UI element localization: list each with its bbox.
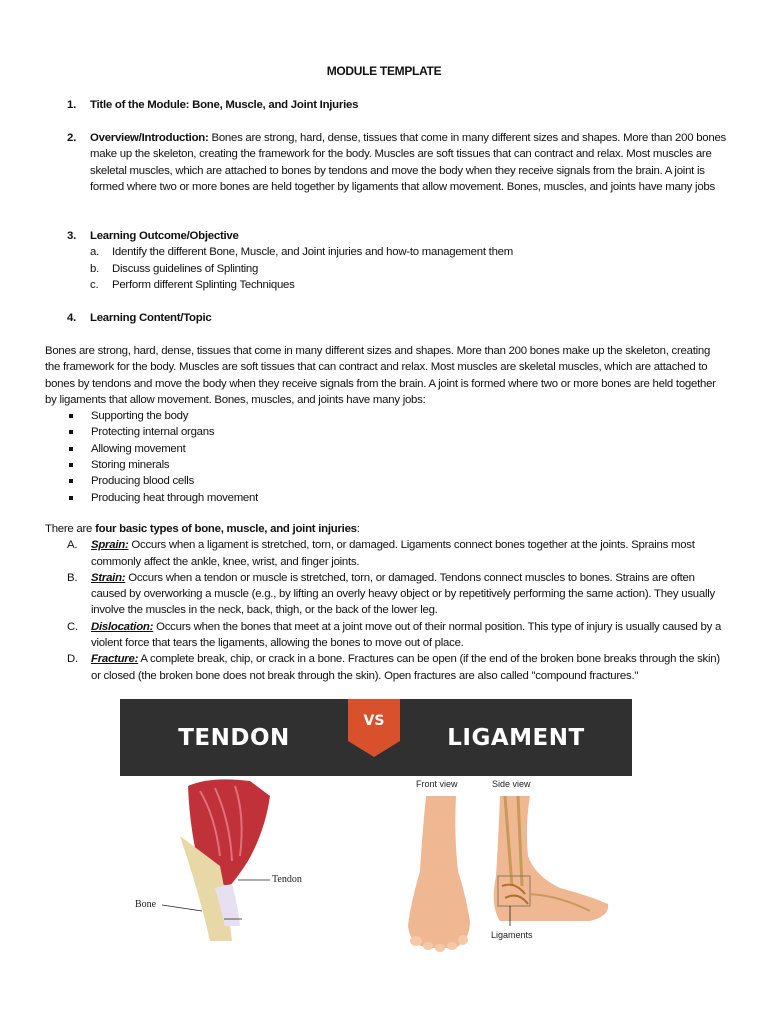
bullet-square-icon xyxy=(69,496,73,500)
anatomy-illustration xyxy=(120,776,632,961)
item-text: Perform different Splinting Techniques xyxy=(112,278,295,291)
item-text: A complete break, chip, or crack in a bone. Fractures can be open (if the end of the broken bone breaks through the skin) or closed (the broken bone does not break through the skin). Open fractures are also called "compound fractures." xyxy=(91,653,720,682)
overview-text: Bones are strong, hard, dense, tissues that come in many different sizes and shapes. More than 200 bones make up the skeleton, creating the framework for the body. Muscles are soft tissues that can contract and relax. Most muscles are skeletal muscles, which are attached to bones by tendons and move the body when they receive signals from the brain. A joint is formed where two or more bones are held together by ligaments that allow movement. Bones, muscles, and joints have many jobs xyxy=(90,132,727,193)
list-item xyxy=(45,537,725,570)
list-item xyxy=(45,441,725,457)
banner-left-title: TENDON xyxy=(178,724,290,751)
item-text: Occurs when a tendon or muscle is stretched, torn, or damaged. Tendons connect muscles to bones. Strains are often caused by overworking a muscle (e.g., by lifting an overly heavy object or by repetitively performing the same action). They usually involve the muscles in the neck, back, thigh, or the back of the lower leg. xyxy=(91,571,715,617)
intro-emphasis: four basic types of bone, muscle, and joint injuries xyxy=(95,523,357,535)
page-title: MODULE TEMPLATE xyxy=(326,64,442,78)
foot-front-view xyxy=(408,796,470,952)
objectives-list xyxy=(90,244,727,293)
item-letter: B. xyxy=(67,571,78,584)
item-letter: b. xyxy=(90,262,99,275)
item-text: Producing blood cells xyxy=(91,475,195,488)
list-item xyxy=(90,261,727,277)
bullet-square-icon xyxy=(69,479,73,483)
list-item xyxy=(45,570,725,619)
list-item xyxy=(45,424,725,440)
intro-text: There are xyxy=(45,523,96,535)
types-intro xyxy=(45,521,725,537)
section-number: 3. xyxy=(67,230,76,242)
bullet-square-icon xyxy=(69,414,73,418)
content-paragraph: Bones are strong, hard, dense, tissues that come in many different sizes and shapes. More than 200 bones make up the skeleton, creating the framework for the body. Muscles are soft tissues that can contract and relax. Most muscles are skeletal muscles, which are attached to bones by tendons and move the body when they receive signals from the brain. A joint is formed where two or more bones are held together by ligaments that allow movement. Bones, muscles, and joints have many jobs: xyxy=(45,345,716,406)
intro-colon: : xyxy=(356,523,360,535)
injury-types xyxy=(45,521,725,684)
section-2 xyxy=(67,130,727,195)
item-text: Protecting internal organs xyxy=(91,426,215,439)
list-item xyxy=(45,619,725,652)
bone-label: Bone xyxy=(135,899,157,910)
side-view-label: Side view xyxy=(492,779,531,789)
list-item xyxy=(45,457,725,473)
list-item xyxy=(45,473,725,489)
ligaments-label: Ligaments xyxy=(491,930,533,940)
item-letter: A. xyxy=(67,539,78,552)
list-item xyxy=(45,651,725,684)
section-number: 2. xyxy=(67,132,76,144)
item-text: Producing heat through movement xyxy=(91,491,259,504)
injury-types-list xyxy=(45,537,725,684)
jobs-list xyxy=(45,408,725,506)
bullet-square-icon xyxy=(69,447,73,451)
list-item xyxy=(90,277,727,293)
item-text: Occurs when a ligament is stretched, torn, or damaged. Ligaments connect bones together at the joints. Sprains most commonly affect the ankle, knee, wrist, and finger joints. xyxy=(91,539,695,568)
objectives-heading: Learning Outcome/Objective xyxy=(90,230,239,242)
item-letter: c. xyxy=(90,278,99,291)
item-text: Supporting the body xyxy=(91,410,189,423)
item-text: Discuss guidelines of Splinting xyxy=(112,262,259,275)
injury-term: Fracture: xyxy=(91,653,139,666)
bullet-square-icon xyxy=(69,463,73,467)
item-text: Allowing movement xyxy=(91,442,186,455)
section-number: 4. xyxy=(67,312,76,324)
content-heading: Learning Content/Topic xyxy=(90,312,212,324)
section-3 xyxy=(67,228,727,293)
item-letter: D. xyxy=(67,653,78,666)
injury-term: Dislocation: xyxy=(91,620,154,633)
item-letter: a. xyxy=(90,246,99,259)
vs-ribbon-icon xyxy=(348,699,400,759)
injury-term: Strain: xyxy=(91,571,126,584)
item-text: Occurs when the bones that meet at a joint move out of their normal position. This type of injury is usually caused by a violent force that tears the ligaments, allowing the bones to move out of place. xyxy=(91,620,722,650)
list-item xyxy=(45,490,725,506)
tendon-vs-ligament-figure xyxy=(120,699,632,961)
foot-side-view xyxy=(494,796,608,926)
section-1 xyxy=(67,97,727,113)
item-letter: C. xyxy=(67,620,78,633)
section-number: 1. xyxy=(67,99,76,111)
section-4 xyxy=(67,310,727,326)
list-item xyxy=(45,408,725,424)
tendon-illustration xyxy=(162,779,270,941)
overview-label: Overview/Introduction: xyxy=(90,132,209,144)
injury-term: Sprain: xyxy=(91,539,129,552)
tendon-label: Tendon xyxy=(272,874,302,885)
item-text: Storing minerals xyxy=(91,459,170,472)
item-text: Identify the different Bone, Muscle, and Joint injuries and how-to management them xyxy=(112,246,513,259)
content-body xyxy=(45,343,725,506)
front-view-label: Front view xyxy=(416,779,458,789)
overview-paragraph xyxy=(90,130,727,195)
bullet-square-icon xyxy=(69,430,73,434)
module-title: Title of the Module: Bone, Muscle, and Joint Injuries xyxy=(90,99,359,111)
vs-label: VS xyxy=(363,713,385,729)
banner-right-title: LIGAMENT xyxy=(447,724,585,751)
list-item xyxy=(90,244,727,260)
